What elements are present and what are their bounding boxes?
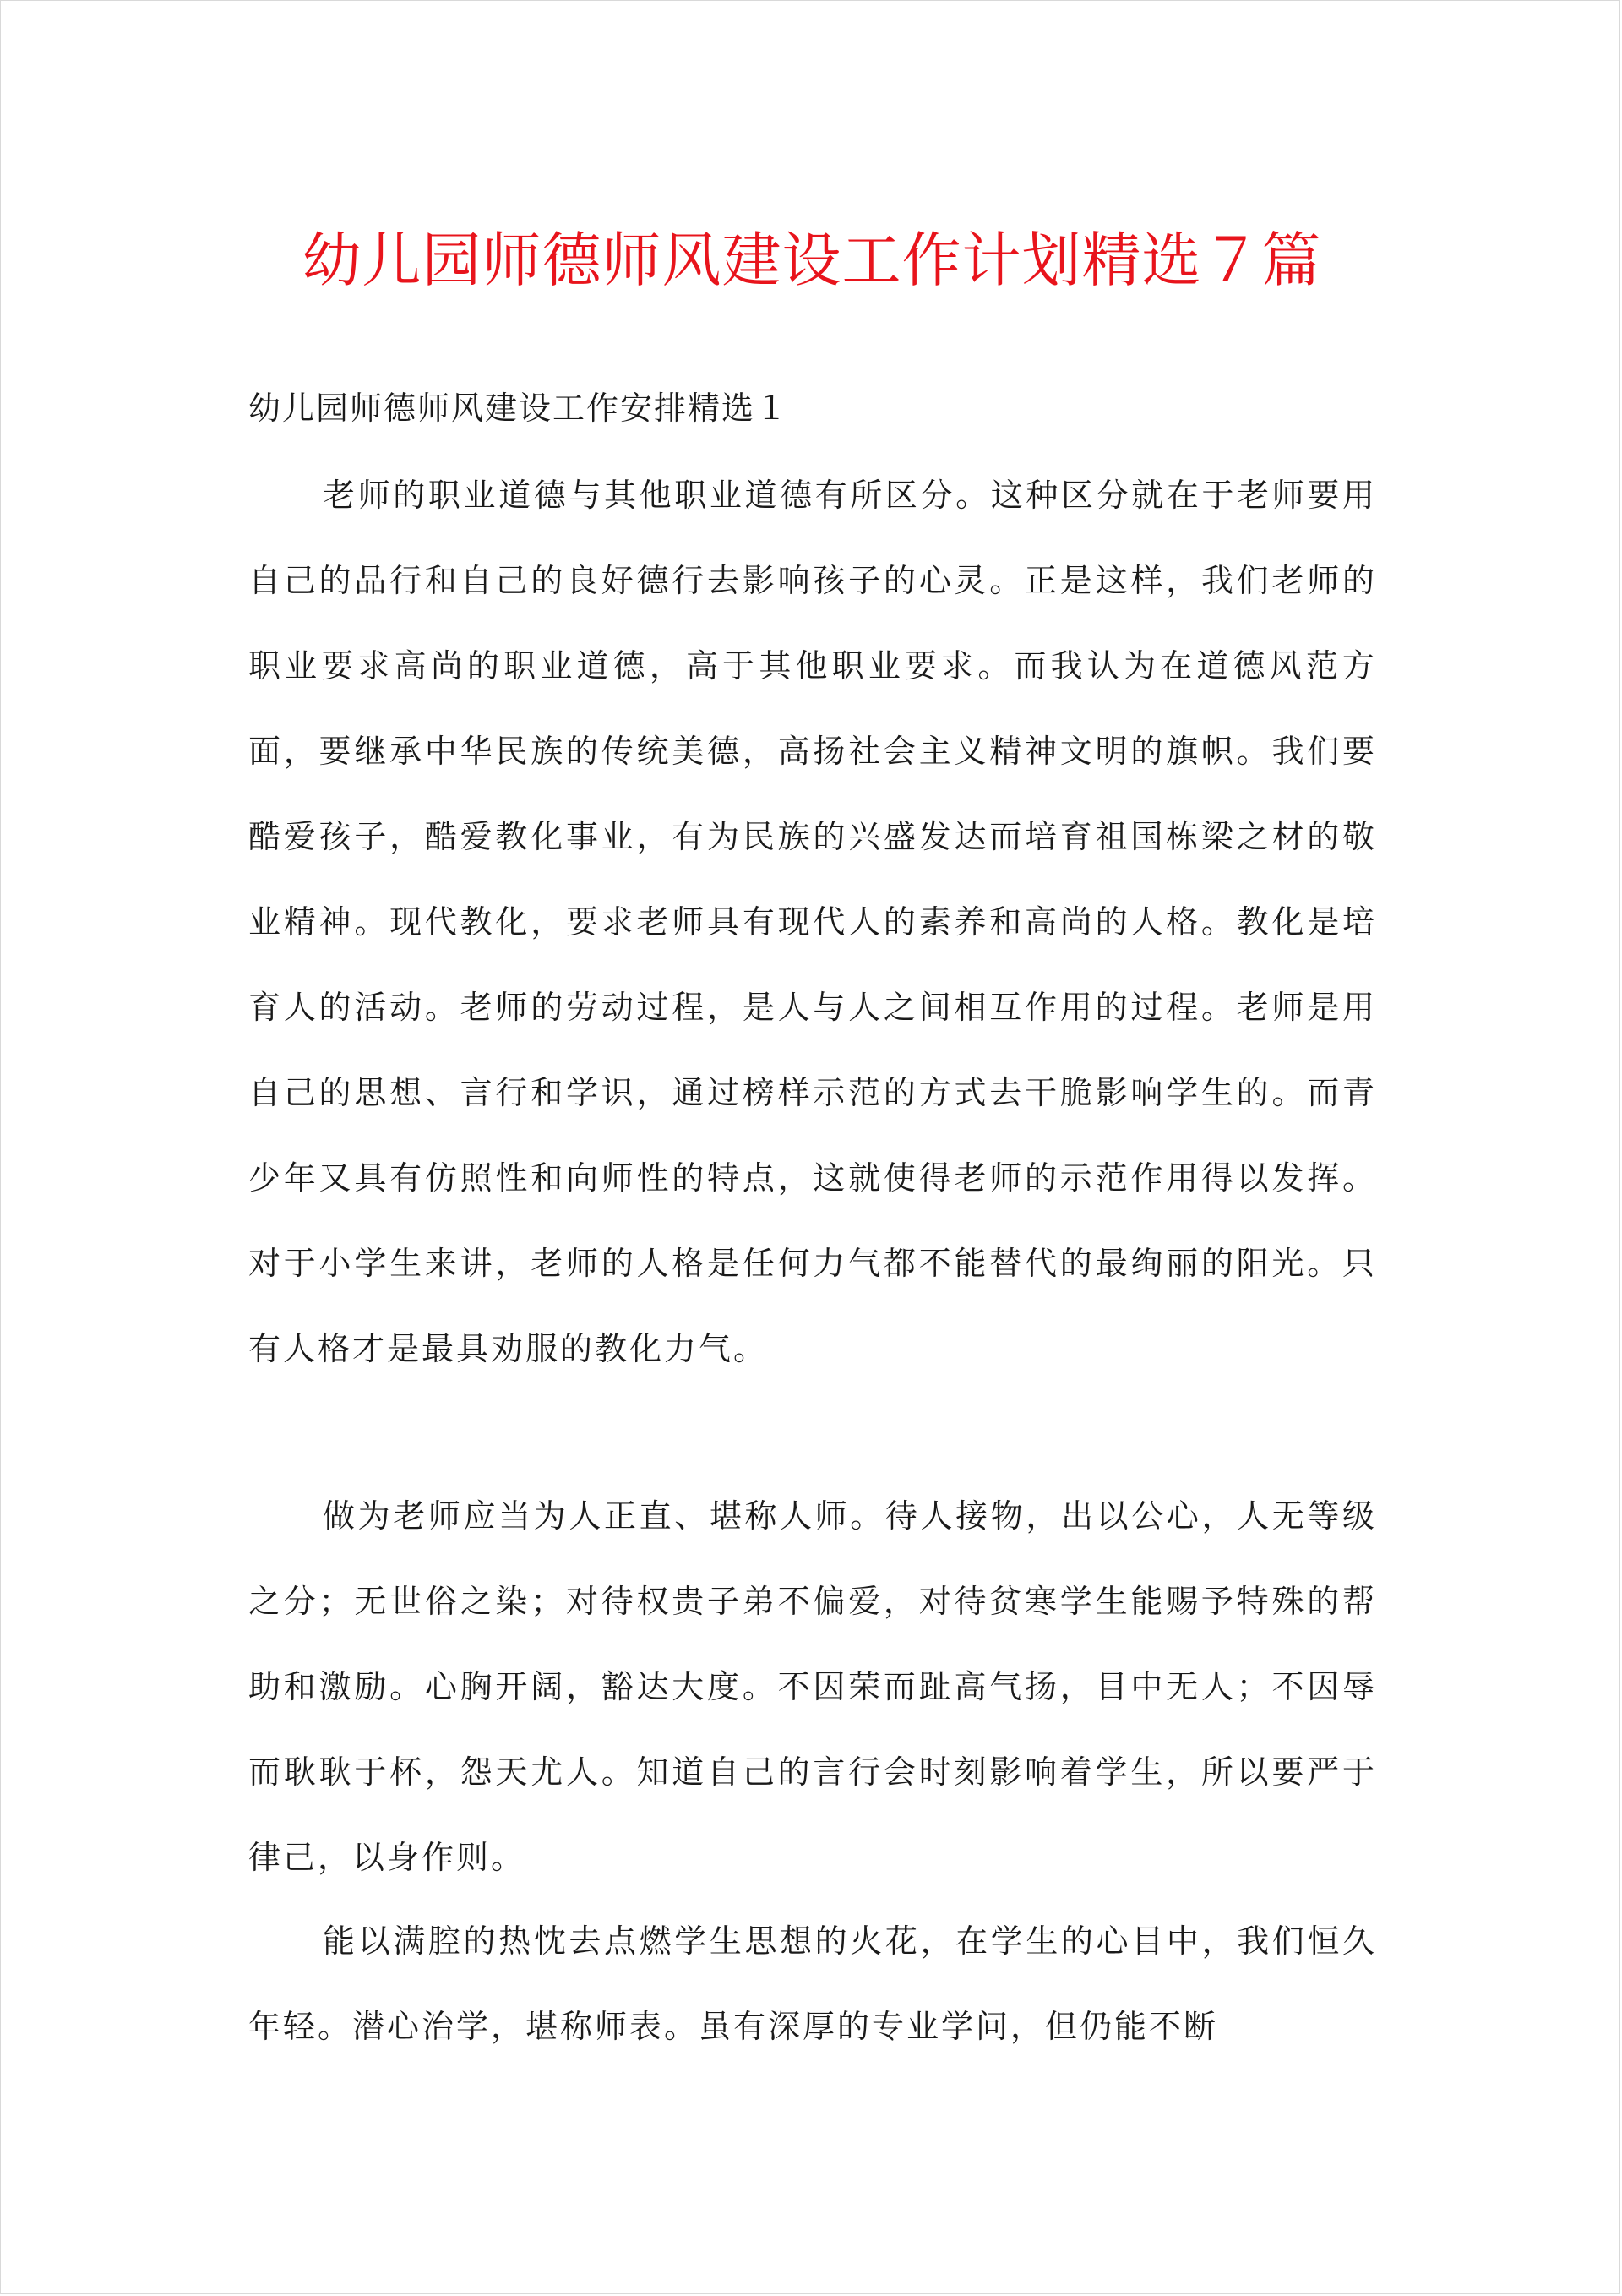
paragraph-1: 老师的职业道德与其他职业道德有所区分。这种区分就在于老师要用自己的品行和自己的良好德行去影响孩子的心灵。正是这样，我们老师的职业要求高尚的职业道德，高于其他职业要求。而我认为在道德风范方面，要继承中华民族的传统美德，高扬社会主义精神文明的旗帜。我们要酷爱孩子，酷爱教化事业，有为民族的兴盛发达而培育祖国栋梁之材的敬业精神。现代教化，要求老师具有现代人的素养和高尚的人格。教化是培育人的活动。老师的劳动过程，是人与人之间相互作用的过程。老师是用自己的思想、言行和学识，通过榜样示范的方式去干脆影响学生的。而青少年又具有仿照性和向师性的特点，这就使得老师的示范作用得以发挥。对于小学生来讲，老师的人格是任何力气都不能替代的最绚丽的阳光。只有人格才是最具劝服的教化力气。 [248,477,1377,1367]
section-heading: 幼儿园师德师风建设工作安排精选１ [248,390,790,427]
document-title: 幼儿园师德师风建设工作计划精选７篇 [302,226,1322,295]
paragraph-2: 做为老师应当为人正直、堪称人师。待人接物，出以公心，人无等级之分；无世俗之染；对待权贵子弟不偏爱，对待贫寒学生能赐予特殊的帮助和激励。心胸开阔，豁达大度。不因荣而趾高气扬，目中无人；不因辱而耿耿于杯，怨天尤人。知道自己的言行会时刻影响着学生，所以要严于律己，以身作则。 [248,1497,1377,1876]
paragraph-3: 能以满腔的热忱去点燃学生思想的火花，在学生的心目中，我们恒久年轻。潜心治学，堪称师表。虽有深厚的专业学问，但仍能不断 [248,1922,1377,2045]
